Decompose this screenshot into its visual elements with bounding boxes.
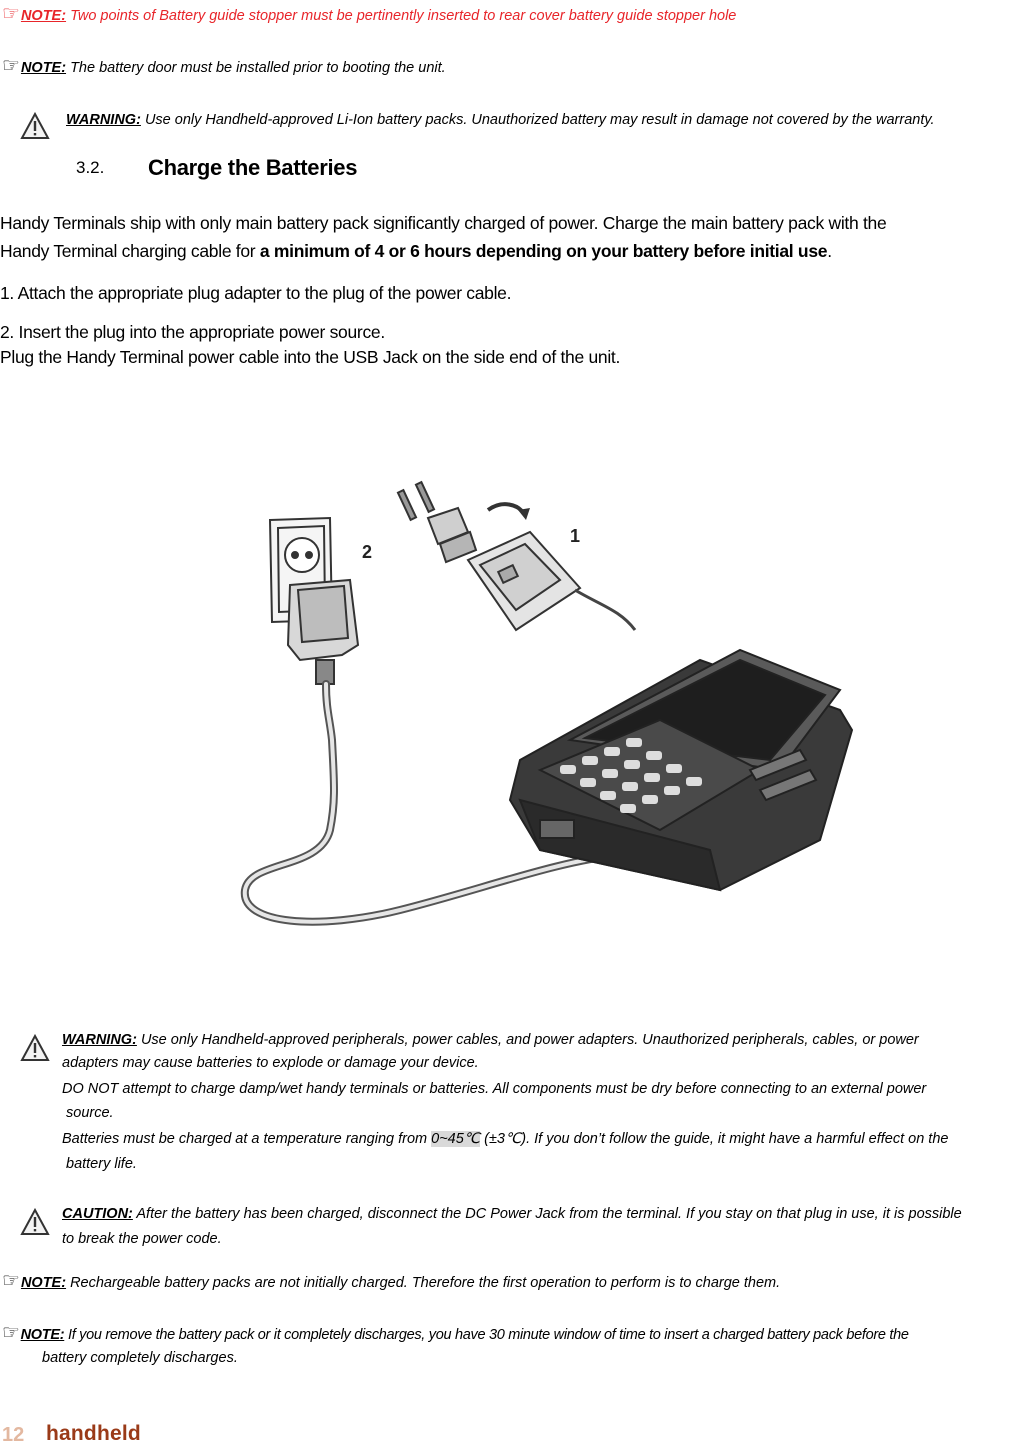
- section-title: Charge the Batteries: [148, 155, 358, 180]
- note-text: Two points of Battery guide stopper must be pertinently inserted to rear cover battery guide stopper hole: [70, 8, 737, 24]
- step-2-detail: Plug the Handy Terminal power cable into the USB Jack on the side end of the unit.: [0, 347, 621, 367]
- note-text: The battery door must be installed prior to booting the unit.: [70, 60, 446, 76]
- warning-triangle-icon: [20, 112, 50, 140]
- warning-damp-line2: source.: [66, 1105, 114, 1121]
- intro-line-1: Handy Terminals ship with only main battery pack significantly charged of power. Charge the main battery pack with the: [0, 213, 887, 233]
- warning-battery-packs: [66, 110, 935, 130]
- pointing-hand-icon: ☞: [2, 3, 20, 25]
- pointing-hand-icon: ☞: [2, 1270, 20, 1292]
- pointing-hand-icon: ☞: [2, 1322, 20, 1344]
- callout-1: 1: [570, 526, 581, 546]
- note-battery-door: [2, 56, 446, 78]
- charging-illustration: [240, 470, 860, 930]
- callout-2: 2: [362, 542, 373, 562]
- temperature-prefix: Batteries must be charged at a temperature ranging from: [62, 1131, 432, 1147]
- warning-label: WARNING:: [62, 1032, 137, 1048]
- section-heading: [76, 158, 104, 178]
- page-number: 12: [2, 1424, 25, 1446]
- note-label: NOTE:: [20, 1327, 65, 1343]
- note-label: NOTE:: [20, 60, 67, 76]
- handheld-terminal: [510, 650, 852, 890]
- warning-temperature-line1: [62, 1129, 948, 1149]
- charger: [468, 532, 635, 630]
- warning-peripherals-line1: [62, 1030, 919, 1050]
- note-rechargeable: [2, 1271, 780, 1293]
- warning-text: Use only Handheld-approved peripherals, power cables, and power adapters. Unauthorized peripherals, cables, or power: [140, 1032, 919, 1048]
- note-label: NOTE:: [20, 1275, 67, 1291]
- intro-bold-duration: a minimum of 4 or 6 hours depending on your battery before initial use: [259, 241, 828, 261]
- caution-triangle-icon: [20, 1208, 50, 1236]
- intro-prefix: Handy Terminal charging cable for: [0, 241, 260, 261]
- arrow-icon: [488, 504, 524, 514]
- intro-line-2: [0, 238, 832, 264]
- note-label: NOTE:: [20, 8, 67, 24]
- temperature-range: 0~45℃: [431, 1131, 481, 1147]
- note-text: If you remove the battery pack or it completely discharges, you have 30 minute window of time to insert a charged battery pack before the: [67, 1327, 909, 1343]
- note-text: Rechargeable battery packs are not initially charged. Therefore the first operation to perform is to charge them.: [70, 1275, 781, 1291]
- warning-triangle-icon: [20, 1034, 50, 1062]
- intro-suffix: .: [827, 241, 832, 261]
- caution-line2: to break the power code.: [62, 1231, 222, 1247]
- warning-temperature-line2: battery life.: [66, 1156, 137, 1172]
- warning-text: Use only Handheld-approved Li-Ion battery packs. Unauthorized battery may result in damage not covered by the warranty.: [144, 112, 935, 128]
- caution-text: After the battery has been charged, disconnect the DC Power Jack from the terminal. If you stay on that plug in use, it is possible: [136, 1206, 962, 1222]
- caution-label: CAUTION:: [62, 1206, 133, 1222]
- caution-line1: [62, 1204, 962, 1224]
- step-1: 1. Attach the appropriate plug adapter to the plug of the power cable.: [0, 283, 512, 303]
- step-2: 2. Insert the plug into the appropriate power source.: [0, 322, 385, 342]
- note-battery-guide: [2, 4, 736, 26]
- section-number: 3.2.: [76, 158, 105, 177]
- plug-adapter: [398, 482, 476, 562]
- plugged-adapter: [288, 580, 358, 684]
- warning-label: WARNING:: [66, 112, 141, 128]
- warning-peripherals-line2: adapters may cause batteries to explode or damage your device.: [62, 1055, 479, 1071]
- warning-damp-line1: DO NOT attempt to charge damp/wet handy terminals or batteries. All components must be dry before connecting to an external power: [62, 1081, 927, 1097]
- brand-logo-text: handheld: [46, 1422, 141, 1445]
- temperature-suffix: (±3℃). If you don’t follow the guide, it might have a harmful effect on the: [480, 1131, 949, 1147]
- note-remove-battery: [2, 1323, 909, 1345]
- pointing-hand-icon: ☞: [2, 55, 20, 77]
- note-remove-battery-cont: battery completely discharges.: [42, 1350, 238, 1366]
